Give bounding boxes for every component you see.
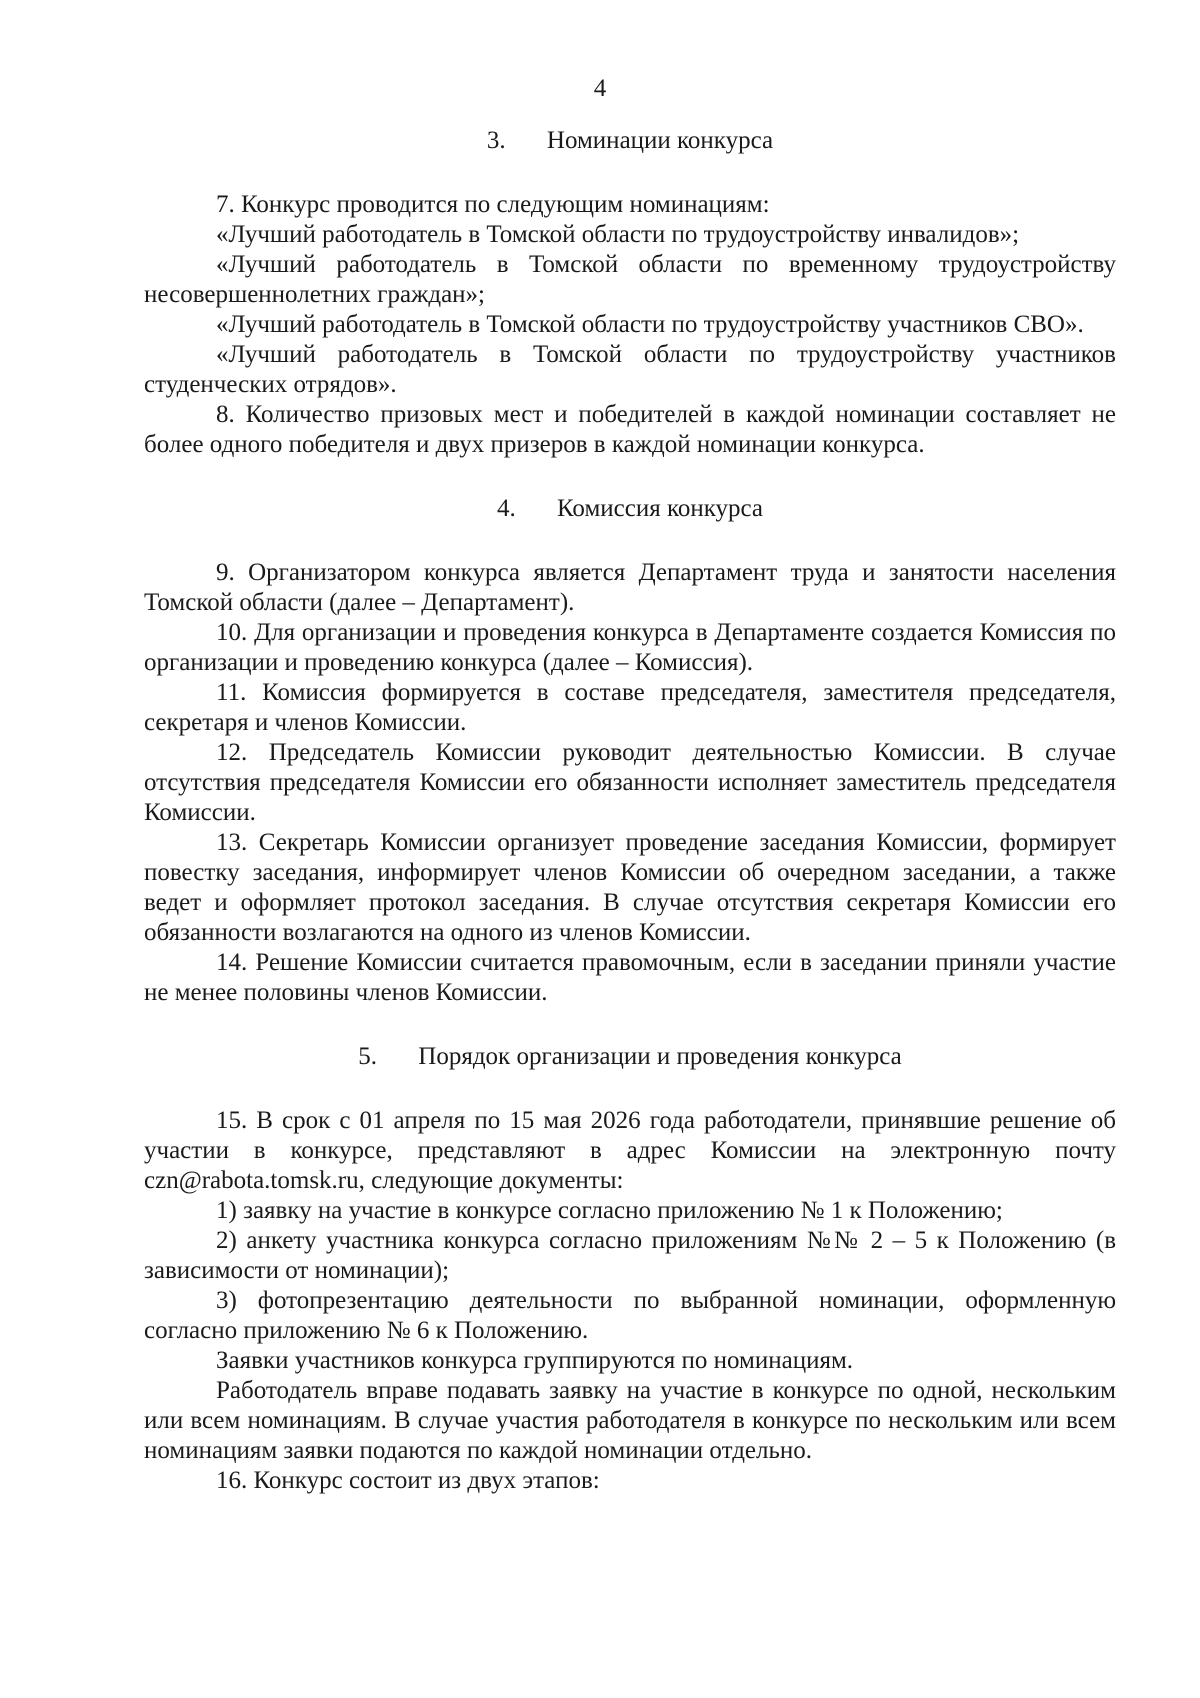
paragraph: Работодатель вправе подавать заявку на участие в конкурсе по одной, нескольким или всем номинациям. В случае участия работодателя в конкурсе по нескольким или всем номинациям заявки подаются по каждой номинации отдельно. xyxy=(144,1377,1116,1464)
paragraph: 11. Комиссия формируется в составе председателя, заместителя председателя, секретаря и членов Комиссии. xyxy=(144,679,1116,736)
section-procedure xyxy=(144,1042,1116,1496)
paragraph: 7. Конкурс проводится по следующим номинациям: xyxy=(216,191,770,218)
document-body xyxy=(144,126,1116,1496)
paragraph: 13. Секретарь Комиссии организует проведение заседания Комиссии, формирует повестку заседания, информирует членов Комиссии об очередном заседании, а также ведет и оформляет протокол заседания. В случае отсутствия секретаря Комиссии его обязанности возлагаются на одного из членов Комиссии. xyxy=(144,829,1116,946)
paragraph: 12. Председатель Комиссии руководит деятельностью Комиссии. В случае отсутствия председателя Комиссии его обязанности исполняет заместитель председателя Комиссии. xyxy=(144,739,1116,826)
paragraph: 15. В срок с 01 апреля по 15 мая 2026 года работодатели, принявшие решение об участии в конкурсе, представляют в адрес Комиссии на электронную почту czn@rabota.tomsk.ru, следующие документы: xyxy=(144,1107,1116,1194)
section-nominations xyxy=(144,126,1116,460)
section-number: 5. xyxy=(358,1043,378,1070)
paragraph: 10. Для организации и проведения конкурса в Департаменте создается Комиссия по организации и проведению конкурса (далее – Комиссия). xyxy=(144,619,1116,676)
paragraph: «Лучший работодатель в Томской области по трудоустройству участников СВО». xyxy=(216,311,1084,338)
paragraph: 14. Решение Комиссии считается правомочным, если в заседании приняли участие не менее половины членов Комиссии. xyxy=(144,949,1116,1006)
section-commission xyxy=(144,494,1116,1008)
page-number: 4 xyxy=(593,75,607,102)
paragraph: «Лучший работодатель в Томской области по трудоустройству инвалидов»; xyxy=(216,221,1020,248)
section-title: Номинации конкурса xyxy=(546,127,774,154)
paragraph: 1) заявку на участие в конкурсе согласно приложению № 1 к Положению; xyxy=(216,1197,1003,1224)
section-number: 4. xyxy=(496,495,516,522)
section-heading xyxy=(144,1042,1116,1072)
section-title: Комиссия конкурса xyxy=(556,495,764,522)
section-heading xyxy=(144,494,1116,524)
paragraph: 2) анкету участника конкурса согласно приложениям №№ 2 – 5 к Положению (в зависимости от номинации); xyxy=(144,1227,1116,1284)
paragraph: 9. Организатором конкурса является Департамент труда и занятости населения Томской области (далее – Департамент). xyxy=(144,559,1116,616)
section-heading xyxy=(144,126,1116,156)
paragraph: «Лучший работодатель в Томской области по трудоустройству участников студенческих отрядов». xyxy=(144,341,1116,398)
section-title: Порядок организации и проведения конкурса xyxy=(418,1043,902,1070)
paragraph: Заявки участников конкурса группируются по номинациям. xyxy=(216,1347,854,1374)
section-number: 3. xyxy=(486,127,506,154)
paragraph: «Лучший работодатель в Томской области по временному трудоустройству несовершеннолетних граждан»; xyxy=(144,251,1116,308)
paragraph: 3) фотопрезентацию деятельности по выбранной номинации, оформленную согласно приложению № 6 к Положению. xyxy=(144,1287,1116,1344)
paragraph: 8. Количество призовых мест и победителей в каждой номинации составляет не более одного победителя и двух призеров в каждой номинации конкурса. xyxy=(144,401,1116,458)
paragraph: 16. Конкурс состоит из двух этапов: xyxy=(216,1467,600,1494)
